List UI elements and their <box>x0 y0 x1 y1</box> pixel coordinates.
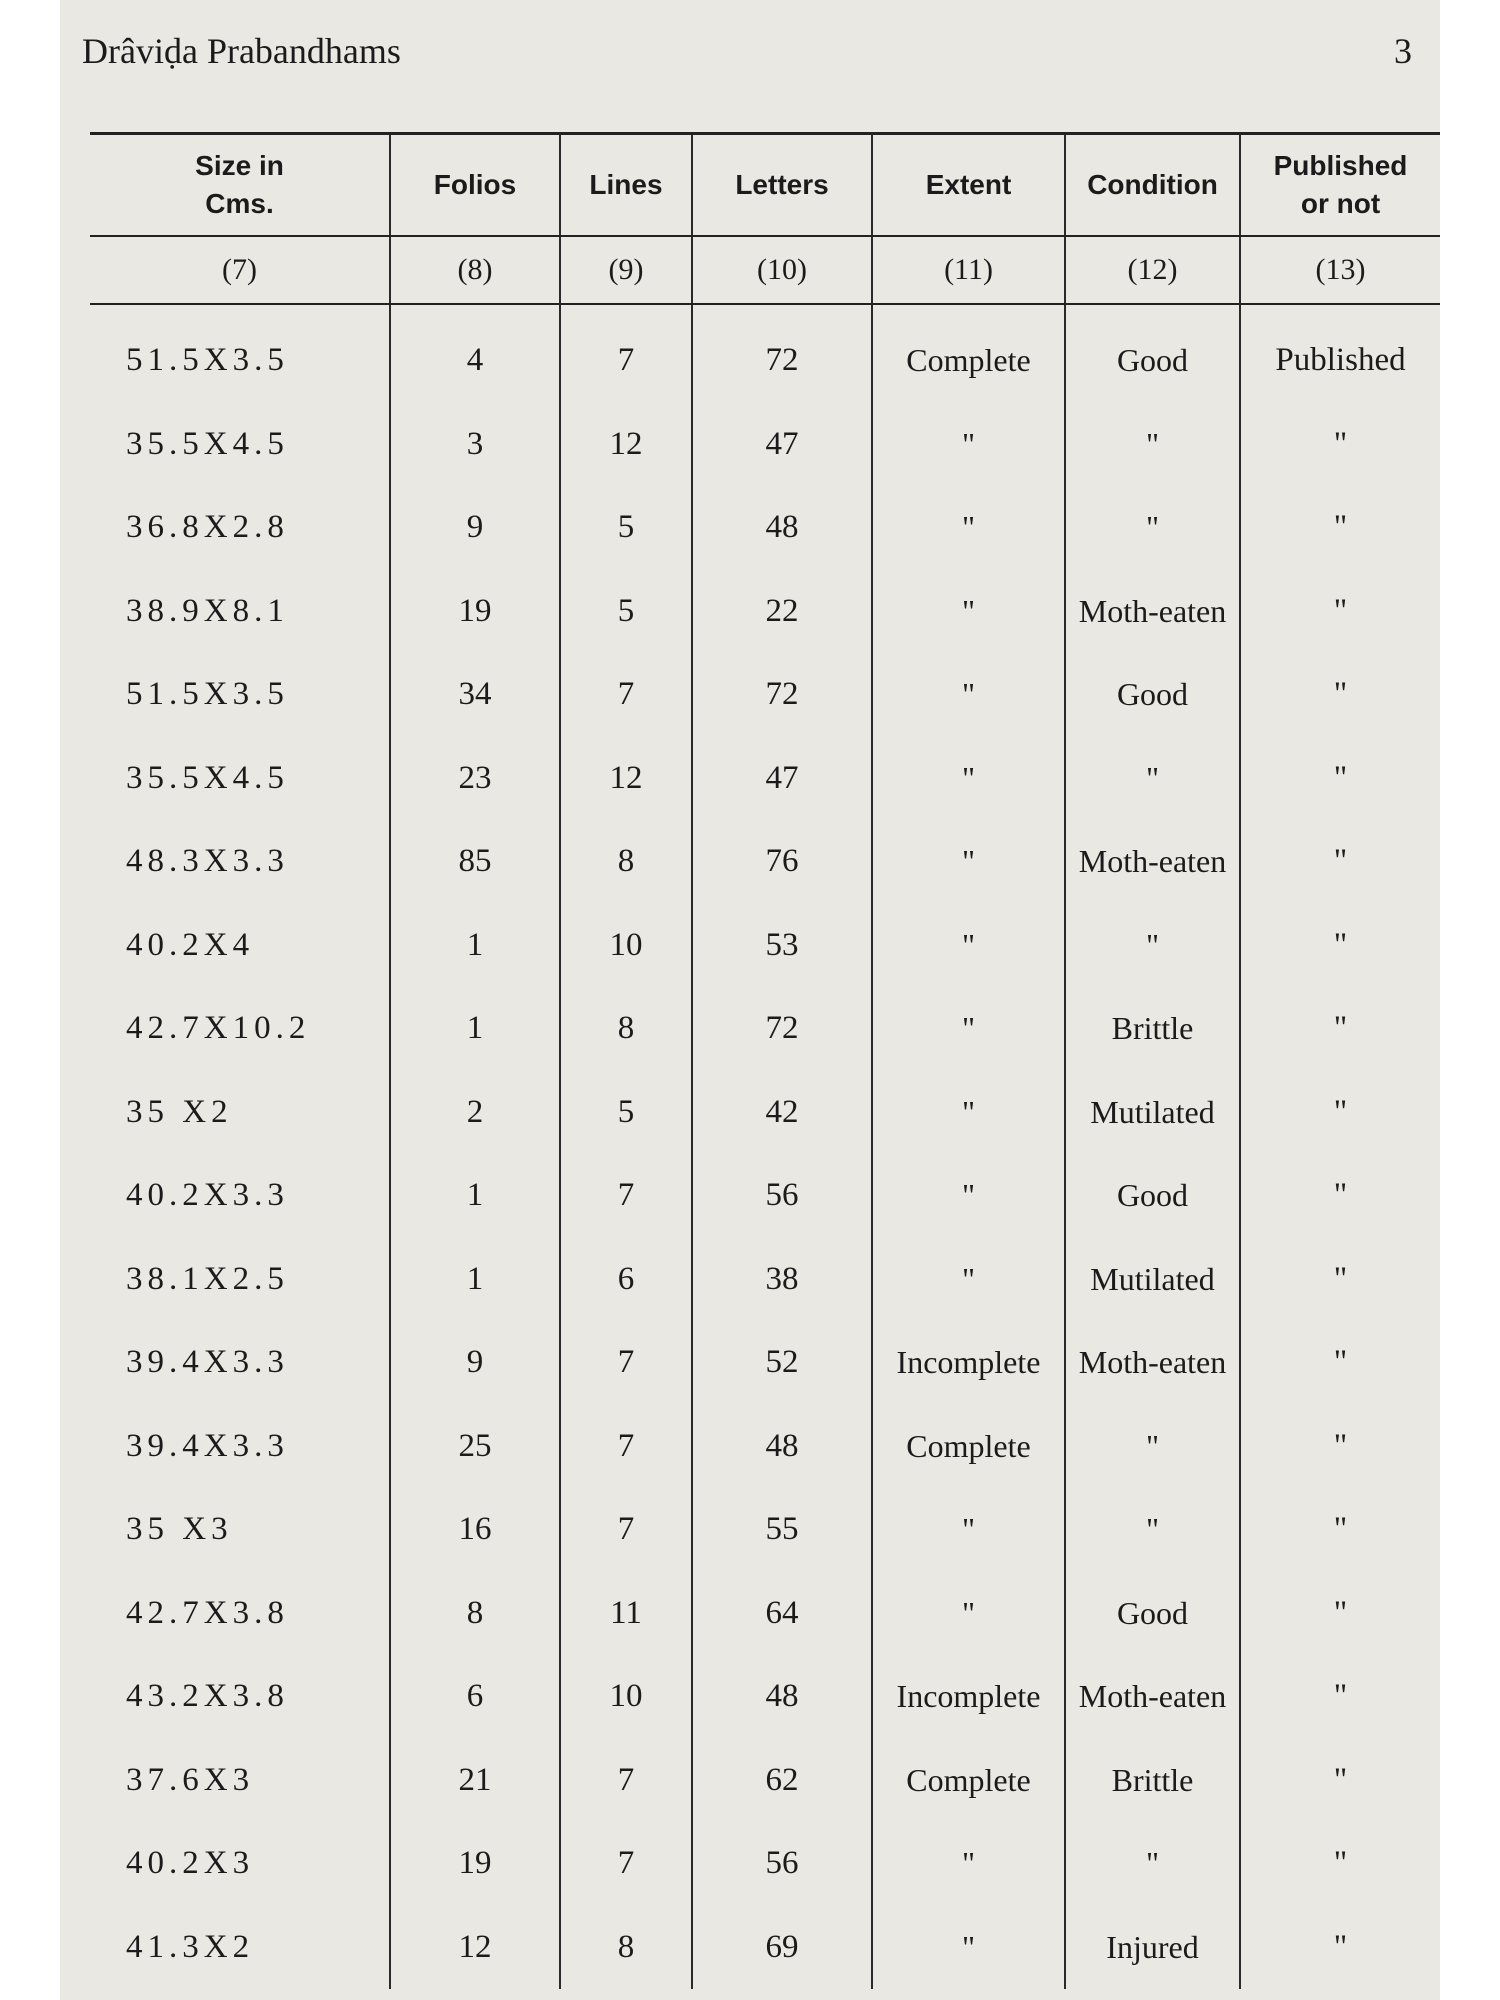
cell-size: 41.3X2 <box>126 1928 255 1965</box>
column-number: (13) <box>1240 236 1440 304</box>
cell-size: 40.2X3 <box>126 1845 255 1882</box>
cell-letters: 47 <box>692 403 872 487</box>
cell-condition: " <box>1065 1405 1240 1489</box>
cell-extent: " <box>872 403 1065 487</box>
cell-lines: 8 <box>560 820 692 904</box>
cell-folios: 25 <box>390 1405 560 1489</box>
cell-size: 35 X3 <box>126 1511 233 1548</box>
column-header-extent: Extent <box>872 134 1065 237</box>
cell-condition: Moth-eaten <box>1065 1655 1240 1739</box>
cell-extent: " <box>872 1822 1065 1906</box>
cell-lines: 10 <box>560 904 692 988</box>
cell-size: 42.7X3.8 <box>126 1594 289 1631</box>
table-row <box>90 1071 1440 1155</box>
cell-published: " <box>1240 1572 1440 1656</box>
table-row <box>90 1238 1440 1322</box>
cell-folios: 2 <box>390 1071 560 1155</box>
cell-condition: " <box>1065 486 1240 570</box>
cell-published: " <box>1240 1405 1440 1489</box>
cell-folios: 1 <box>390 1154 560 1238</box>
table-row <box>90 1572 1440 1656</box>
cell-folios: 19 <box>390 570 560 654</box>
cell-folios: 1 <box>390 1238 560 1322</box>
cell-lines: 7 <box>560 653 692 737</box>
cell-size: 35 X2 <box>126 1093 233 1130</box>
cell-extent: " <box>872 1154 1065 1238</box>
cell-folios: 85 <box>390 820 560 904</box>
table-row <box>90 1739 1440 1823</box>
page-number: 3 <box>1394 31 1412 71</box>
column-header-published: Published or not <box>1240 134 1440 237</box>
document-page <box>60 0 1440 2000</box>
cell-extent: " <box>872 570 1065 654</box>
cell-lines: 7 <box>560 1822 692 1906</box>
cell-condition: Mutilated <box>1065 1238 1240 1322</box>
table-body <box>90 304 1440 1989</box>
cell-condition: Injured <box>1065 1906 1240 1990</box>
cell-folios: 34 <box>390 653 560 737</box>
table-row <box>90 1154 1440 1238</box>
cell-letters: 42 <box>692 1071 872 1155</box>
cell-condition: Good <box>1065 1154 1240 1238</box>
cell-published: " <box>1240 1655 1440 1739</box>
column-number: (7) <box>90 236 390 304</box>
cell-lines: 8 <box>560 1906 692 1990</box>
cell-condition: " <box>1065 1822 1240 1906</box>
cell-condition: Brittle <box>1065 1739 1240 1823</box>
cell-size: 39.4X3.3 <box>126 1427 289 1464</box>
cell-extent: Complete <box>872 304 1065 403</box>
cell-lines: 12 <box>560 737 692 821</box>
cell-condition: " <box>1065 904 1240 988</box>
cell-size: 51.5X3.5 <box>126 342 289 379</box>
cell-extent: " <box>872 1572 1065 1656</box>
cell-size: 39.4X3.3 <box>126 1344 289 1381</box>
cell-letters: 72 <box>692 987 872 1071</box>
cell-letters: 38 <box>692 1238 872 1322</box>
table-row <box>90 1822 1440 1906</box>
cell-size: 38.9X8.1 <box>126 592 289 629</box>
cell-published: " <box>1240 1071 1440 1155</box>
cell-folios: 23 <box>390 737 560 821</box>
table-row <box>90 737 1440 821</box>
cell-published: " <box>1240 1906 1440 1990</box>
table-row <box>90 570 1440 654</box>
cell-condition: Good <box>1065 304 1240 403</box>
cell-published: " <box>1240 653 1440 737</box>
cell-condition: Good <box>1065 653 1240 737</box>
cell-lines: 5 <box>560 1071 692 1155</box>
cell-extent: " <box>872 987 1065 1071</box>
cell-folios: 6 <box>390 1655 560 1739</box>
cell-letters: 22 <box>692 570 872 654</box>
cell-published: " <box>1240 1238 1440 1322</box>
cell-condition: Mutilated <box>1065 1071 1240 1155</box>
cell-lines: 8 <box>560 987 692 1071</box>
column-header-lines: Lines <box>560 134 692 237</box>
page-title: Drâviḍa Prabandhams <box>82 31 401 71</box>
table-row <box>90 1405 1440 1489</box>
cell-letters: 48 <box>692 1405 872 1489</box>
cell-size: 40.2X4 <box>126 926 255 963</box>
cell-letters: 76 <box>692 820 872 904</box>
cell-lines: 7 <box>560 1488 692 1572</box>
column-number: (10) <box>692 236 872 304</box>
cell-size: 48.3X3.3 <box>126 843 289 880</box>
table-row <box>90 904 1440 988</box>
cell-extent: " <box>872 1488 1065 1572</box>
cell-extent: Complete <box>872 1405 1065 1489</box>
cell-folios: 4 <box>390 304 560 403</box>
cell-extent: Incomplete <box>872 1321 1065 1405</box>
column-header-row <box>90 134 1440 237</box>
cell-condition: " <box>1065 737 1240 821</box>
cell-folios: 16 <box>390 1488 560 1572</box>
cell-extent: " <box>872 1071 1065 1155</box>
cell-size: 38.1X2.5 <box>126 1260 289 1297</box>
cell-letters: 53 <box>692 904 872 988</box>
cell-folios: 1 <box>390 904 560 988</box>
cell-size: 42.7X10.2 <box>126 1010 311 1047</box>
table-row <box>90 820 1440 904</box>
cell-published: " <box>1240 904 1440 988</box>
column-header-size: Size in Cms. <box>90 134 390 237</box>
table-row <box>90 486 1440 570</box>
cell-published: " <box>1240 987 1440 1071</box>
table-row <box>90 1488 1440 1572</box>
cell-extent: " <box>872 820 1065 904</box>
column-number: (8) <box>390 236 560 304</box>
cell-extent: " <box>872 486 1065 570</box>
cell-letters: 56 <box>692 1154 872 1238</box>
cell-extent: " <box>872 1238 1065 1322</box>
cell-extent: " <box>872 1906 1065 1990</box>
cell-folios: 9 <box>390 486 560 570</box>
cell-condition: Moth-eaten <box>1065 570 1240 654</box>
cell-published: Published <box>1240 304 1440 403</box>
table-row <box>90 403 1440 487</box>
cell-published: " <box>1240 570 1440 654</box>
cell-published: " <box>1240 1488 1440 1572</box>
cell-lines: 7 <box>560 304 692 403</box>
cell-published: " <box>1240 1154 1440 1238</box>
cell-folios: 19 <box>390 1822 560 1906</box>
cell-lines: 6 <box>560 1238 692 1322</box>
cell-size: 36.8X2.8 <box>126 509 289 546</box>
cell-condition: Good <box>1065 1572 1240 1656</box>
cell-size: 43.2X3.8 <box>126 1678 289 1715</box>
manuscript-table <box>90 132 1440 1989</box>
cell-published: " <box>1240 1822 1440 1906</box>
cell-lines: 7 <box>560 1321 692 1405</box>
cell-folios: 3 <box>390 403 560 487</box>
cell-letters: 72 <box>692 304 872 403</box>
cell-folios: 1 <box>390 987 560 1071</box>
table-row <box>90 1655 1440 1739</box>
cell-condition: Moth-eaten <box>1065 1321 1240 1405</box>
cell-folios: 12 <box>390 1906 560 1990</box>
cell-folios: 9 <box>390 1321 560 1405</box>
cell-lines: 7 <box>560 1405 692 1489</box>
column-header-letters: Letters <box>692 134 872 237</box>
cell-published: " <box>1240 486 1440 570</box>
cell-lines: 12 <box>560 403 692 487</box>
column-number: (12) <box>1065 236 1240 304</box>
cell-size: 35.5X4.5 <box>126 759 289 796</box>
cell-size: 37.6X3 <box>126 1761 255 1798</box>
cell-lines: 5 <box>560 570 692 654</box>
cell-letters: 47 <box>692 737 872 821</box>
column-number-row <box>90 236 1440 304</box>
column-header-condition: Condition <box>1065 134 1240 237</box>
cell-letters: 62 <box>692 1739 872 1823</box>
column-number: (9) <box>560 236 692 304</box>
cell-letters: 69 <box>692 1906 872 1990</box>
cell-letters: 55 <box>692 1488 872 1572</box>
cell-published: " <box>1240 737 1440 821</box>
cell-published: " <box>1240 1739 1440 1823</box>
cell-published: " <box>1240 403 1440 487</box>
table-row <box>90 987 1440 1071</box>
cell-letters: 48 <box>692 486 872 570</box>
cell-condition: " <box>1065 1488 1240 1572</box>
cell-size: 35.5X4.5 <box>126 425 289 462</box>
cell-letters: 48 <box>692 1655 872 1739</box>
cell-extent: " <box>872 904 1065 988</box>
cell-lines: 7 <box>560 1154 692 1238</box>
cell-lines: 7 <box>560 1739 692 1823</box>
cell-extent: Complete <box>872 1739 1065 1823</box>
cell-folios: 21 <box>390 1739 560 1823</box>
cell-condition: " <box>1065 403 1240 487</box>
column-header-folios: Folios <box>390 134 560 237</box>
cell-letters: 52 <box>692 1321 872 1405</box>
table-row <box>90 1321 1440 1405</box>
cell-size: 40.2X3.3 <box>126 1177 289 1214</box>
cell-extent: " <box>872 737 1065 821</box>
cell-letters: 64 <box>692 1572 872 1656</box>
cell-condition: Brittle <box>1065 987 1240 1071</box>
cell-published: " <box>1240 820 1440 904</box>
table-row <box>90 304 1440 403</box>
cell-condition: Moth-eaten <box>1065 820 1240 904</box>
cell-letters: 72 <box>692 653 872 737</box>
table-row <box>90 653 1440 737</box>
cell-extent: " <box>872 653 1065 737</box>
cell-lines: 10 <box>560 1655 692 1739</box>
cell-lines: 5 <box>560 486 692 570</box>
table-row <box>90 1906 1440 1990</box>
cell-extent: Incomplete <box>872 1655 1065 1739</box>
cell-published: " <box>1240 1321 1440 1405</box>
cell-folios: 8 <box>390 1572 560 1656</box>
cell-size: 51.5X3.5 <box>126 676 289 713</box>
cell-lines: 11 <box>560 1572 692 1656</box>
cell-letters: 56 <box>692 1822 872 1906</box>
column-number: (11) <box>872 236 1065 304</box>
